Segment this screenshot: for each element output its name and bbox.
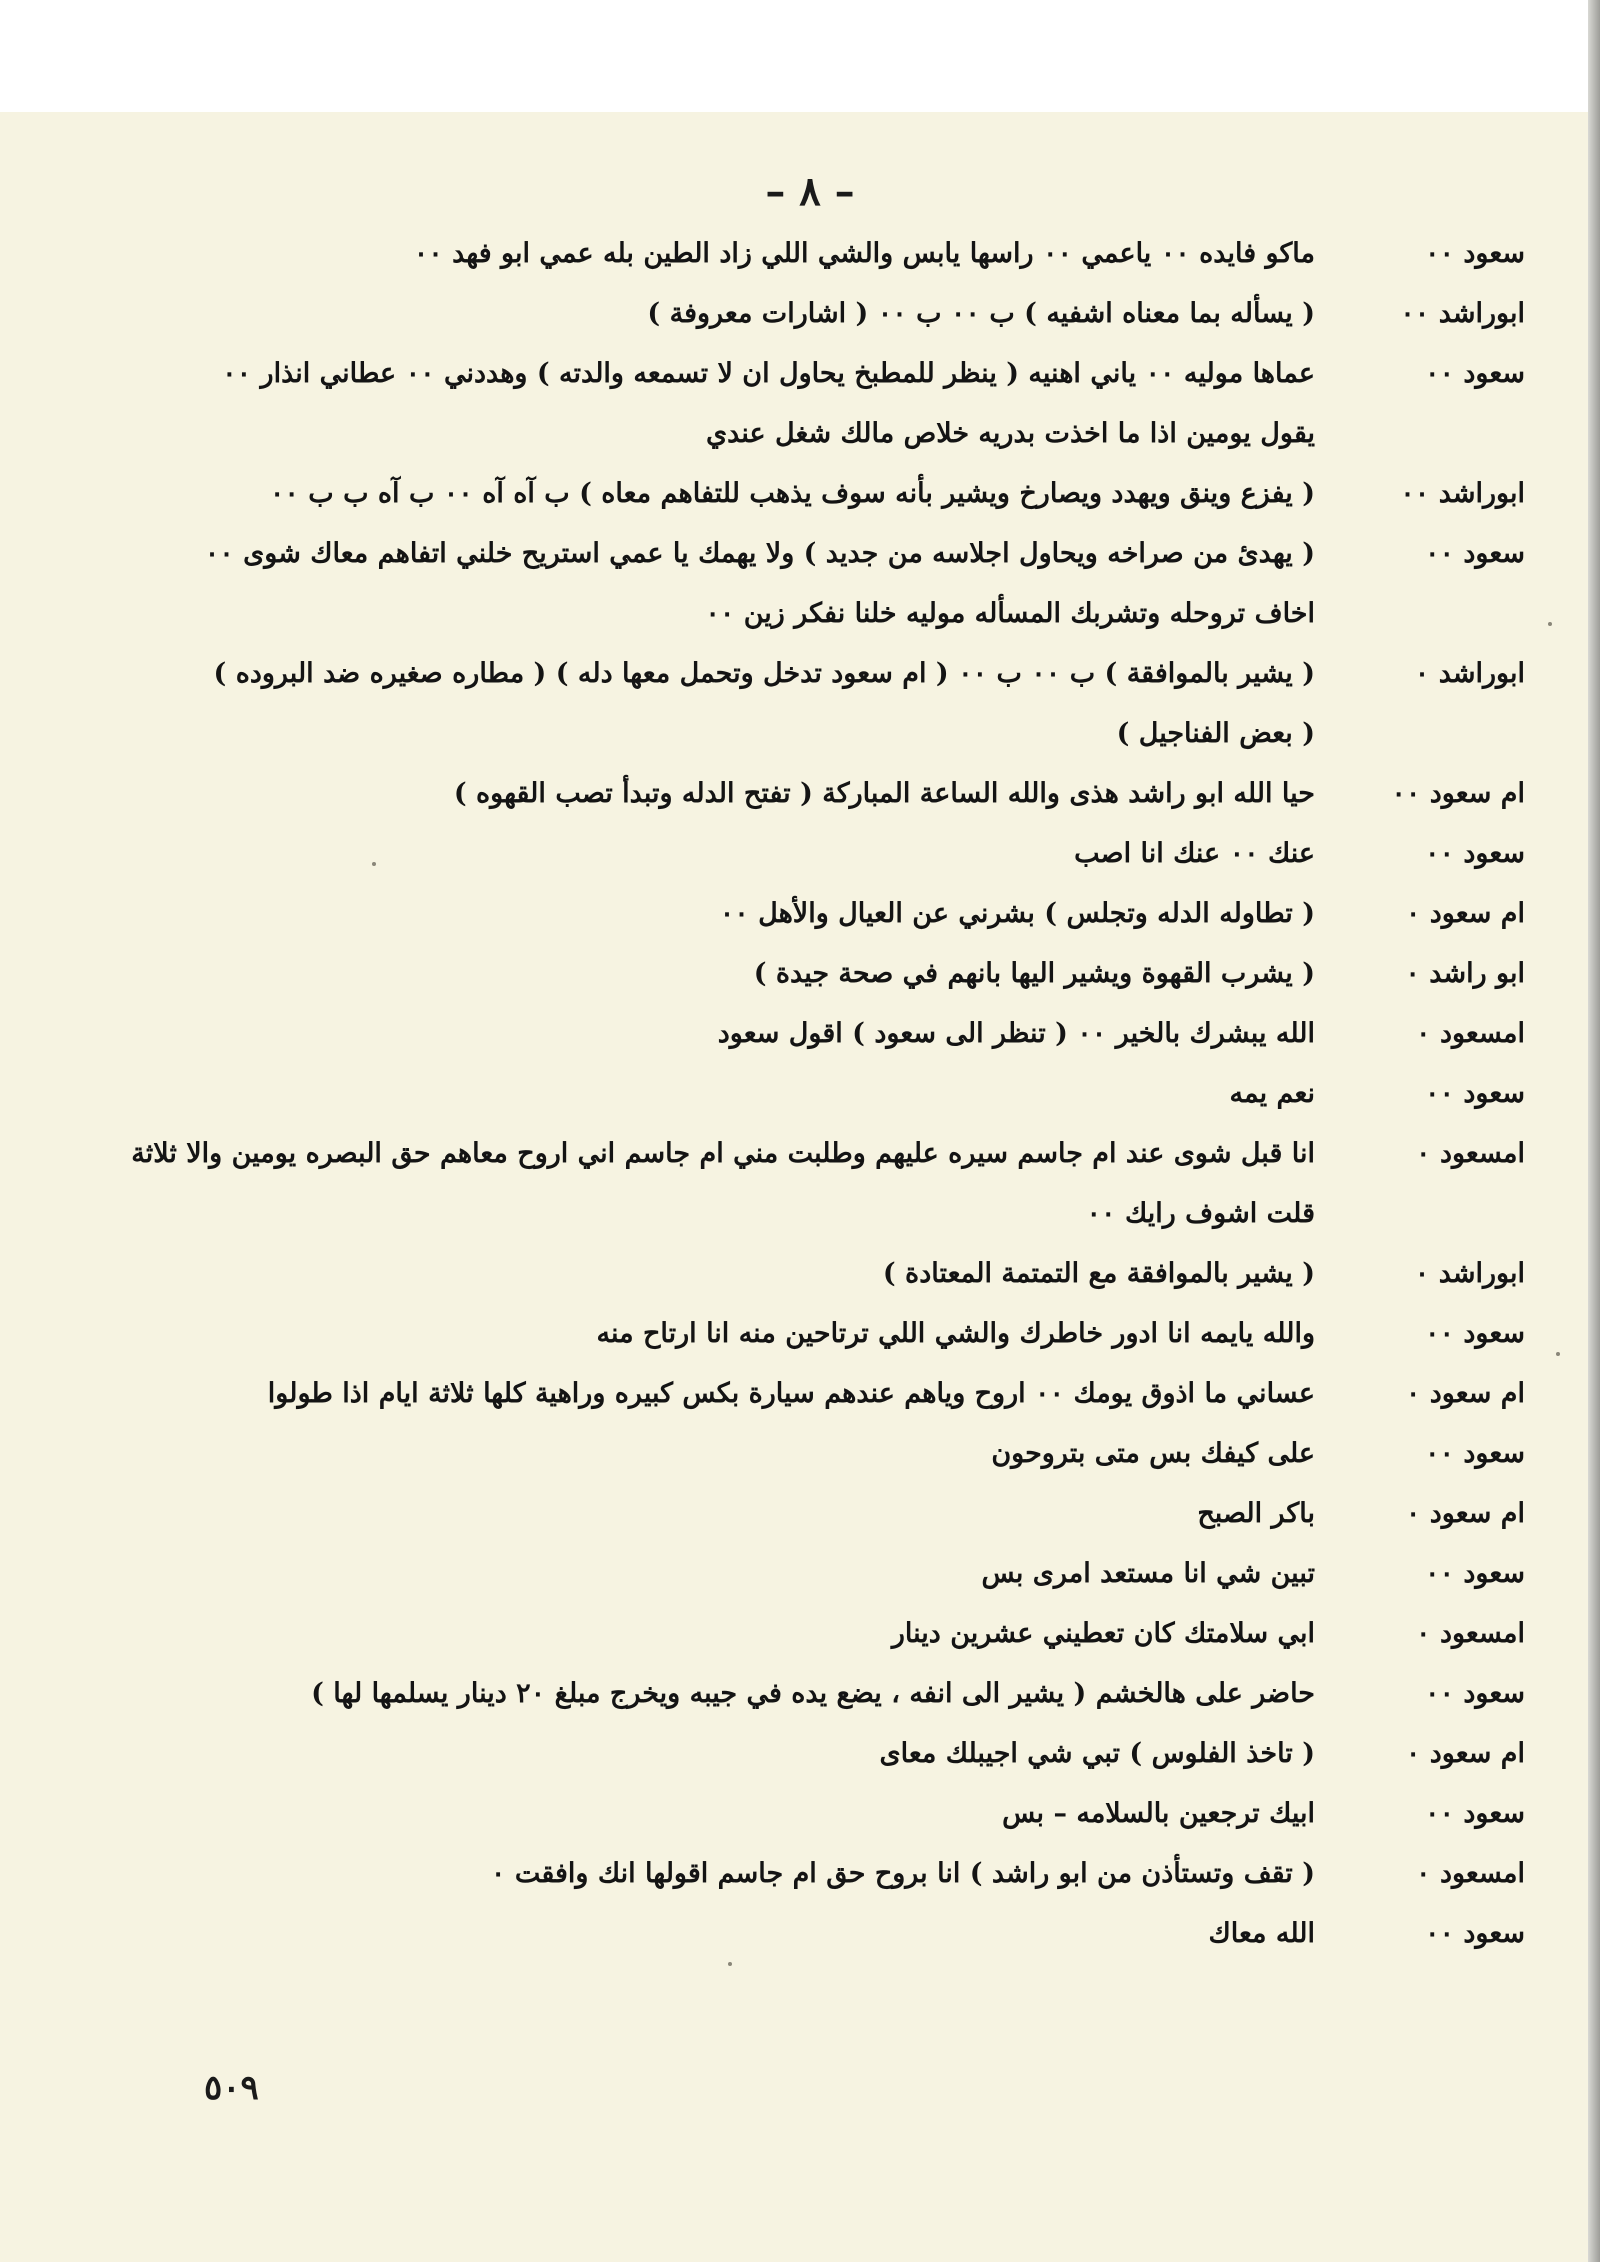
dialogue-text: الله معاك — [1208, 1918, 1315, 1949]
dialogue-text: عساني ما اذوق يومك ٠٠ اروح وياهم عندهم سيارة بكس كبيره وراهية كلها ثلاثة ايام اذا طولوا — [267, 1378, 1315, 1409]
speaker-name: ام سعود ٠ — [1405, 1498, 1525, 1529]
speaker-name: سعود ٠٠ — [1424, 1438, 1525, 1469]
dialogue-line — [95, 1304, 1525, 1364]
speaker-name: ابو راشد ٠ — [1405, 958, 1525, 989]
dialogue-line — [95, 1664, 1525, 1724]
dialogue-line — [95, 1544, 1525, 1604]
dialogue-line — [95, 824, 1525, 884]
dialogue-text: عنك ٠٠ عنك انا اصب — [1074, 838, 1315, 869]
scan-top-margin — [0, 0, 1600, 112]
page-number: – ٨ – — [765, 168, 855, 215]
speaker-name: سعود ٠٠ — [1424, 1918, 1525, 1949]
dialogue-line — [95, 224, 1525, 284]
speaker-name: ام سعود ٠ — [1405, 1738, 1525, 1769]
dialogue-text: ( يفزع وينق ويهدد ويصارخ ويشير بأنه سوف يذهب للتفاهم معاه ) ب آه آه ٠٠ ب آه ب ب ٠٠ — [269, 478, 1315, 509]
speaker-name: سعود ٠٠ — [1424, 838, 1525, 869]
dialogue-text: حيا الله ابو راشد هذى والله الساعة المباركة ( تفتح الدله وتبدأ تصب القهوه ) — [453, 778, 1315, 809]
dialogue-text: ( يشير بالموافقة مع التمتمة المعتادة ) — [882, 1258, 1315, 1289]
speaker-name: ابوراشد ٠ — [1414, 658, 1525, 689]
dialogue-line — [95, 284, 1525, 344]
speaker-name: امسعود ٠ — [1416, 1618, 1525, 1649]
dialogue-line — [95, 1844, 1525, 1904]
dialogue-text: حاضر على هالخشم ( يشير الى انفه ، يضع يده في جيبه ويخرج مبلغ ٢٠ دينار يسلمها لها ) — [311, 1678, 1315, 1709]
dialogue-line — [95, 1124, 1525, 1244]
speaker-name: سعود ٠٠ — [1424, 538, 1525, 569]
dialogue-text: ( يهدئ من صراخه ويحاول اجلاسه من جديد ) ولا يهمك يا عمي استريح خلني اتفاهم معاك شوى ٠٠ اخاف تروحله وتشربك المسأله موليه خلنا نفكر زين ٠٠ — [204, 538, 1315, 629]
dialogue-text: والله يايمه انا ادور خاطرك والشي اللي ترتاحين منه انا ارتاح منه — [596, 1318, 1315, 1349]
paper-speck — [1556, 1352, 1560, 1356]
speaker-name: امسعود ٠ — [1416, 1858, 1525, 1889]
dialogue-line — [95, 1724, 1525, 1784]
dialogue-line — [95, 1604, 1525, 1664]
dialogue-line — [95, 1004, 1525, 1064]
dialogue-text: نعم يمه — [1229, 1078, 1315, 1109]
dialogue-line — [95, 1904, 1525, 1964]
dialogue-text: ابي سلامتك كان تعطيني عشرين دينار — [891, 1618, 1315, 1649]
speaker-name: سعود ٠٠ — [1424, 1798, 1525, 1829]
scanner-edge — [1588, 0, 1600, 2262]
dialogue-text: ابيك ترجعين بالسلامه – بس — [1002, 1798, 1315, 1829]
speaker-name: سعود ٠٠ — [1424, 1558, 1525, 1589]
paper-speck — [728, 1962, 732, 1966]
dialogue-line — [95, 524, 1525, 644]
dialogue-line — [95, 1064, 1525, 1124]
dialogue-line — [95, 1244, 1525, 1304]
dialogue-line — [95, 1484, 1525, 1544]
speaker-name: ام سعود ٠٠ — [1391, 778, 1525, 809]
speaker-name: ام سعود ٠ — [1405, 1378, 1525, 1409]
speaker-name: سعود ٠٠ — [1424, 238, 1525, 269]
dialogue-text: على كيفك بس متى بتروحون — [991, 1438, 1315, 1469]
speaker-name: سعود ٠٠ — [1424, 358, 1525, 389]
speaker-name: ابوراشد ٠٠ — [1400, 478, 1525, 509]
dialogue-text: عماها موليه ٠٠ ياني اهنيه ( ينظر للمطبخ يحاول ان لا تسمعه والدته ) وهددني ٠٠ عطاني انذار ٠٠ يقول يومين اذا ما اخذت بدريه خلاص مالك شغل عندي — [222, 358, 1315, 449]
speaker-name: سعود ٠٠ — [1424, 1318, 1525, 1349]
speaker-name: امسعود ٠ — [1416, 1018, 1525, 1049]
dialogue-text: انا قبل شوى عند ام جاسم سيره عليهم وطلبت مني ام جاسم اني اروح معاهم حق البصره يومين والا ثلاثة قلت اشوف رايك ٠٠ — [131, 1138, 1315, 1229]
dialogue-text: ( تقف وتستأذن من ابو راشد ) انا بروح حق ام جاسم اقولها انك وافقت ٠ — [490, 1858, 1315, 1889]
dialogue-text: ( تاخذ الفلوس ) تبي شي اجيبلك معاى — [879, 1738, 1315, 1769]
dialogue-text: تبين شي انا مستعد امرى بس — [981, 1558, 1315, 1589]
speaker-name: سعود ٠٠ — [1424, 1678, 1525, 1709]
dialogue-line — [95, 764, 1525, 824]
speaker-name: سعود ٠٠ — [1424, 1078, 1525, 1109]
speaker-name: ام سعود ٠ — [1405, 898, 1525, 929]
dialogue-text: باكر الصبح — [1197, 1498, 1315, 1529]
dialogue-text: ماكو فايده ٠٠ ياعمي ٠٠ راسها يابس والشي اللي زاد الطين بله عمي ابو فهد ٠٠ — [413, 238, 1315, 269]
dialogue-text: ( تطاوله الدله وتجلس ) بشرني عن العيال والأهل ٠٠ — [719, 898, 1315, 929]
dialogue-text: الله يبشرك بالخير ٠٠ ( تنظر الى سعود ) اقول سعود — [717, 1018, 1315, 1049]
dialogue-line — [95, 884, 1525, 944]
dialogue-text: ( يشرب القهوة ويشير اليها بانهم في صحة جيدة ) — [753, 958, 1315, 989]
dialogue-text: ( يسأله بما معناه اشفيه ) ب ٠٠ ب ٠٠ ( اشارات معروفة ) — [647, 298, 1315, 329]
dialogue-line — [95, 944, 1525, 1004]
dialogue-line — [95, 1364, 1525, 1424]
footer-page-number: ٥٠٩ — [204, 2068, 259, 2108]
paper-speck — [1548, 622, 1552, 626]
dialogue-line — [95, 1424, 1525, 1484]
dialogue-line — [95, 644, 1525, 764]
dialogue-text: ( يشير بالموافقة ) ب ٠٠ ب ٠٠ ( ام سعود تدخل وتحمل معها دله ) ( مطاره صغيره ضد البروده ) ( بعض الفناجيل ) — [213, 658, 1315, 749]
speaker-name: ابوراشد ٠٠ — [1400, 298, 1525, 329]
speaker-name: ابوراشد ٠ — [1414, 1258, 1525, 1289]
dialogue-line — [95, 1784, 1525, 1844]
dialogue-line — [95, 344, 1525, 464]
speaker-name: امسعود ٠ — [1416, 1138, 1525, 1169]
paper-speck — [372, 862, 376, 866]
dialogue-line — [95, 464, 1525, 524]
script-body — [95, 224, 1525, 1964]
